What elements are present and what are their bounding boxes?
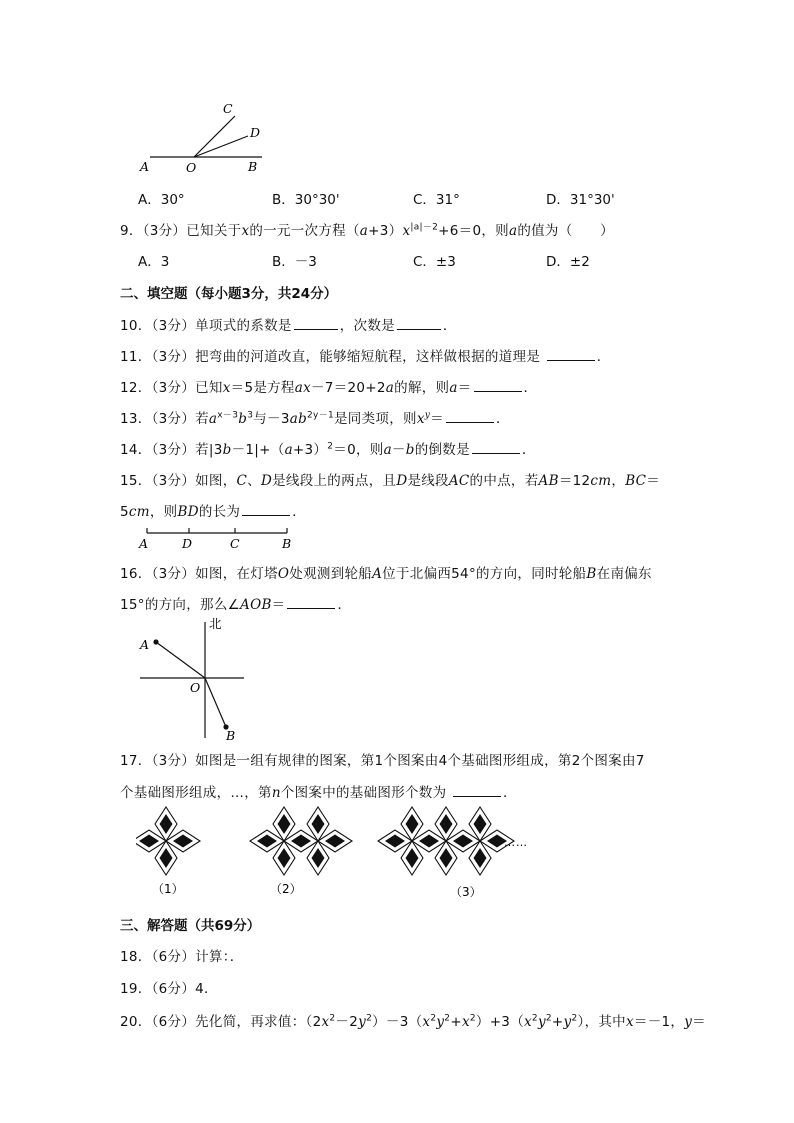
q10-text: 10．（3分）单项式的系数是 ，次数是 ． [120, 318, 457, 334]
ellipsis: …… [504, 836, 528, 849]
pattern-3 [378, 807, 514, 875]
q18-text: 18．（6分）计算：． [120, 949, 244, 965]
pattern-1 [136, 807, 200, 875]
caption-1: （1） [152, 882, 184, 896]
q16-line1: 16．（3分）如图，在灯塔O处观测到轮船A位于北偏西54°的方向，同时轮船B在南偏东 [120, 566, 652, 582]
label-a: A [140, 637, 150, 652]
q15-line2: 5cm，则BD的长为 ． [120, 504, 307, 520]
ray-oc [194, 116, 235, 157]
q16-line2: 15°的方向，那么∠AOB＝ ． [120, 597, 352, 613]
label-d: D [182, 536, 193, 551]
q17-line2: 个基础图形组成，…，第n个图案中的基础图形个数为 ． [120, 785, 517, 801]
q13-text: 13．（3分）若$a^{x-3}b^3$与$-3ab^{2y-1}$是同类项，则$x^y=$ ． [120, 410, 510, 427]
ray-od [194, 136, 248, 157]
q9-option-b: B．－3 [272, 254, 317, 270]
q9-option-c: C．±3 [413, 254, 456, 270]
q8-option-c: C．31° [413, 192, 460, 208]
direction-figure [132, 614, 252, 742]
label-o: O [186, 160, 197, 175]
segment-figure [135, 524, 305, 552]
q11-text: 11．（3分）把弯曲的河道改直，能够缩短航程，这样做根据的道理是 ． [120, 349, 611, 365]
label-north: 北 [209, 616, 222, 631]
q8-option-b: B．30°30' [272, 192, 340, 208]
label-b: B [282, 536, 292, 551]
q9-option-d: D．±2 [546, 254, 590, 270]
q9-option-a: A．3 [138, 254, 170, 270]
q8-option-d: D．31°30' [546, 192, 615, 208]
q9-text: 9．（3分）已知关于x的一元一次方程$(a+3)x^{|a|-2}+6=0$，则a的值为（ ） [120, 222, 614, 239]
label-c: C [230, 536, 240, 551]
angle-figure [130, 98, 280, 176]
section-3-heading: 三、解答题（共69分） [120, 918, 261, 934]
q20-text: 20．（6分）先化简，再求值：$(2x^2-2y^2)-3(x^2y^2+x^2)+3(x^2y^2+y^2)$，其中x＝－1，y＝ [120, 1013, 706, 1030]
pattern-2 [250, 807, 352, 875]
caption-3: （3） [450, 885, 482, 898]
q8-option-a: A．30° [138, 192, 185, 208]
caption-2: （2） [270, 882, 302, 896]
label-c: C [223, 101, 233, 116]
label-a: A [140, 159, 150, 174]
label-b: B [248, 159, 258, 174]
label-b: B [226, 728, 236, 742]
q17-line1: 17．（3分）如图是一组有规律的图案，第1个图案由4个基础图形组成，第2个图案由7 [120, 753, 645, 769]
q15-line1: 15．（3分）如图，C、D是线段上的两点，且D是线段AC的中点，若AB＝12cm，BC＝ [120, 473, 661, 489]
pattern-figure [136, 806, 556, 898]
q12-text: 12．（3分）已知x＝5是方程ax－7＝20+2a的解，则a＝ ． [120, 380, 538, 396]
q19-text: 19．（6分）4． [120, 981, 218, 997]
label-a: A [139, 536, 149, 551]
label-d: D [250, 125, 261, 140]
section-2-heading: 二、填空题（每小题3分，共24分） [120, 286, 338, 302]
label-o: O [190, 680, 201, 695]
q14-text: 14．（3分）若$|3b-1|+(a+3)^2=0$，则a－b的倒数是 ． [120, 441, 536, 458]
